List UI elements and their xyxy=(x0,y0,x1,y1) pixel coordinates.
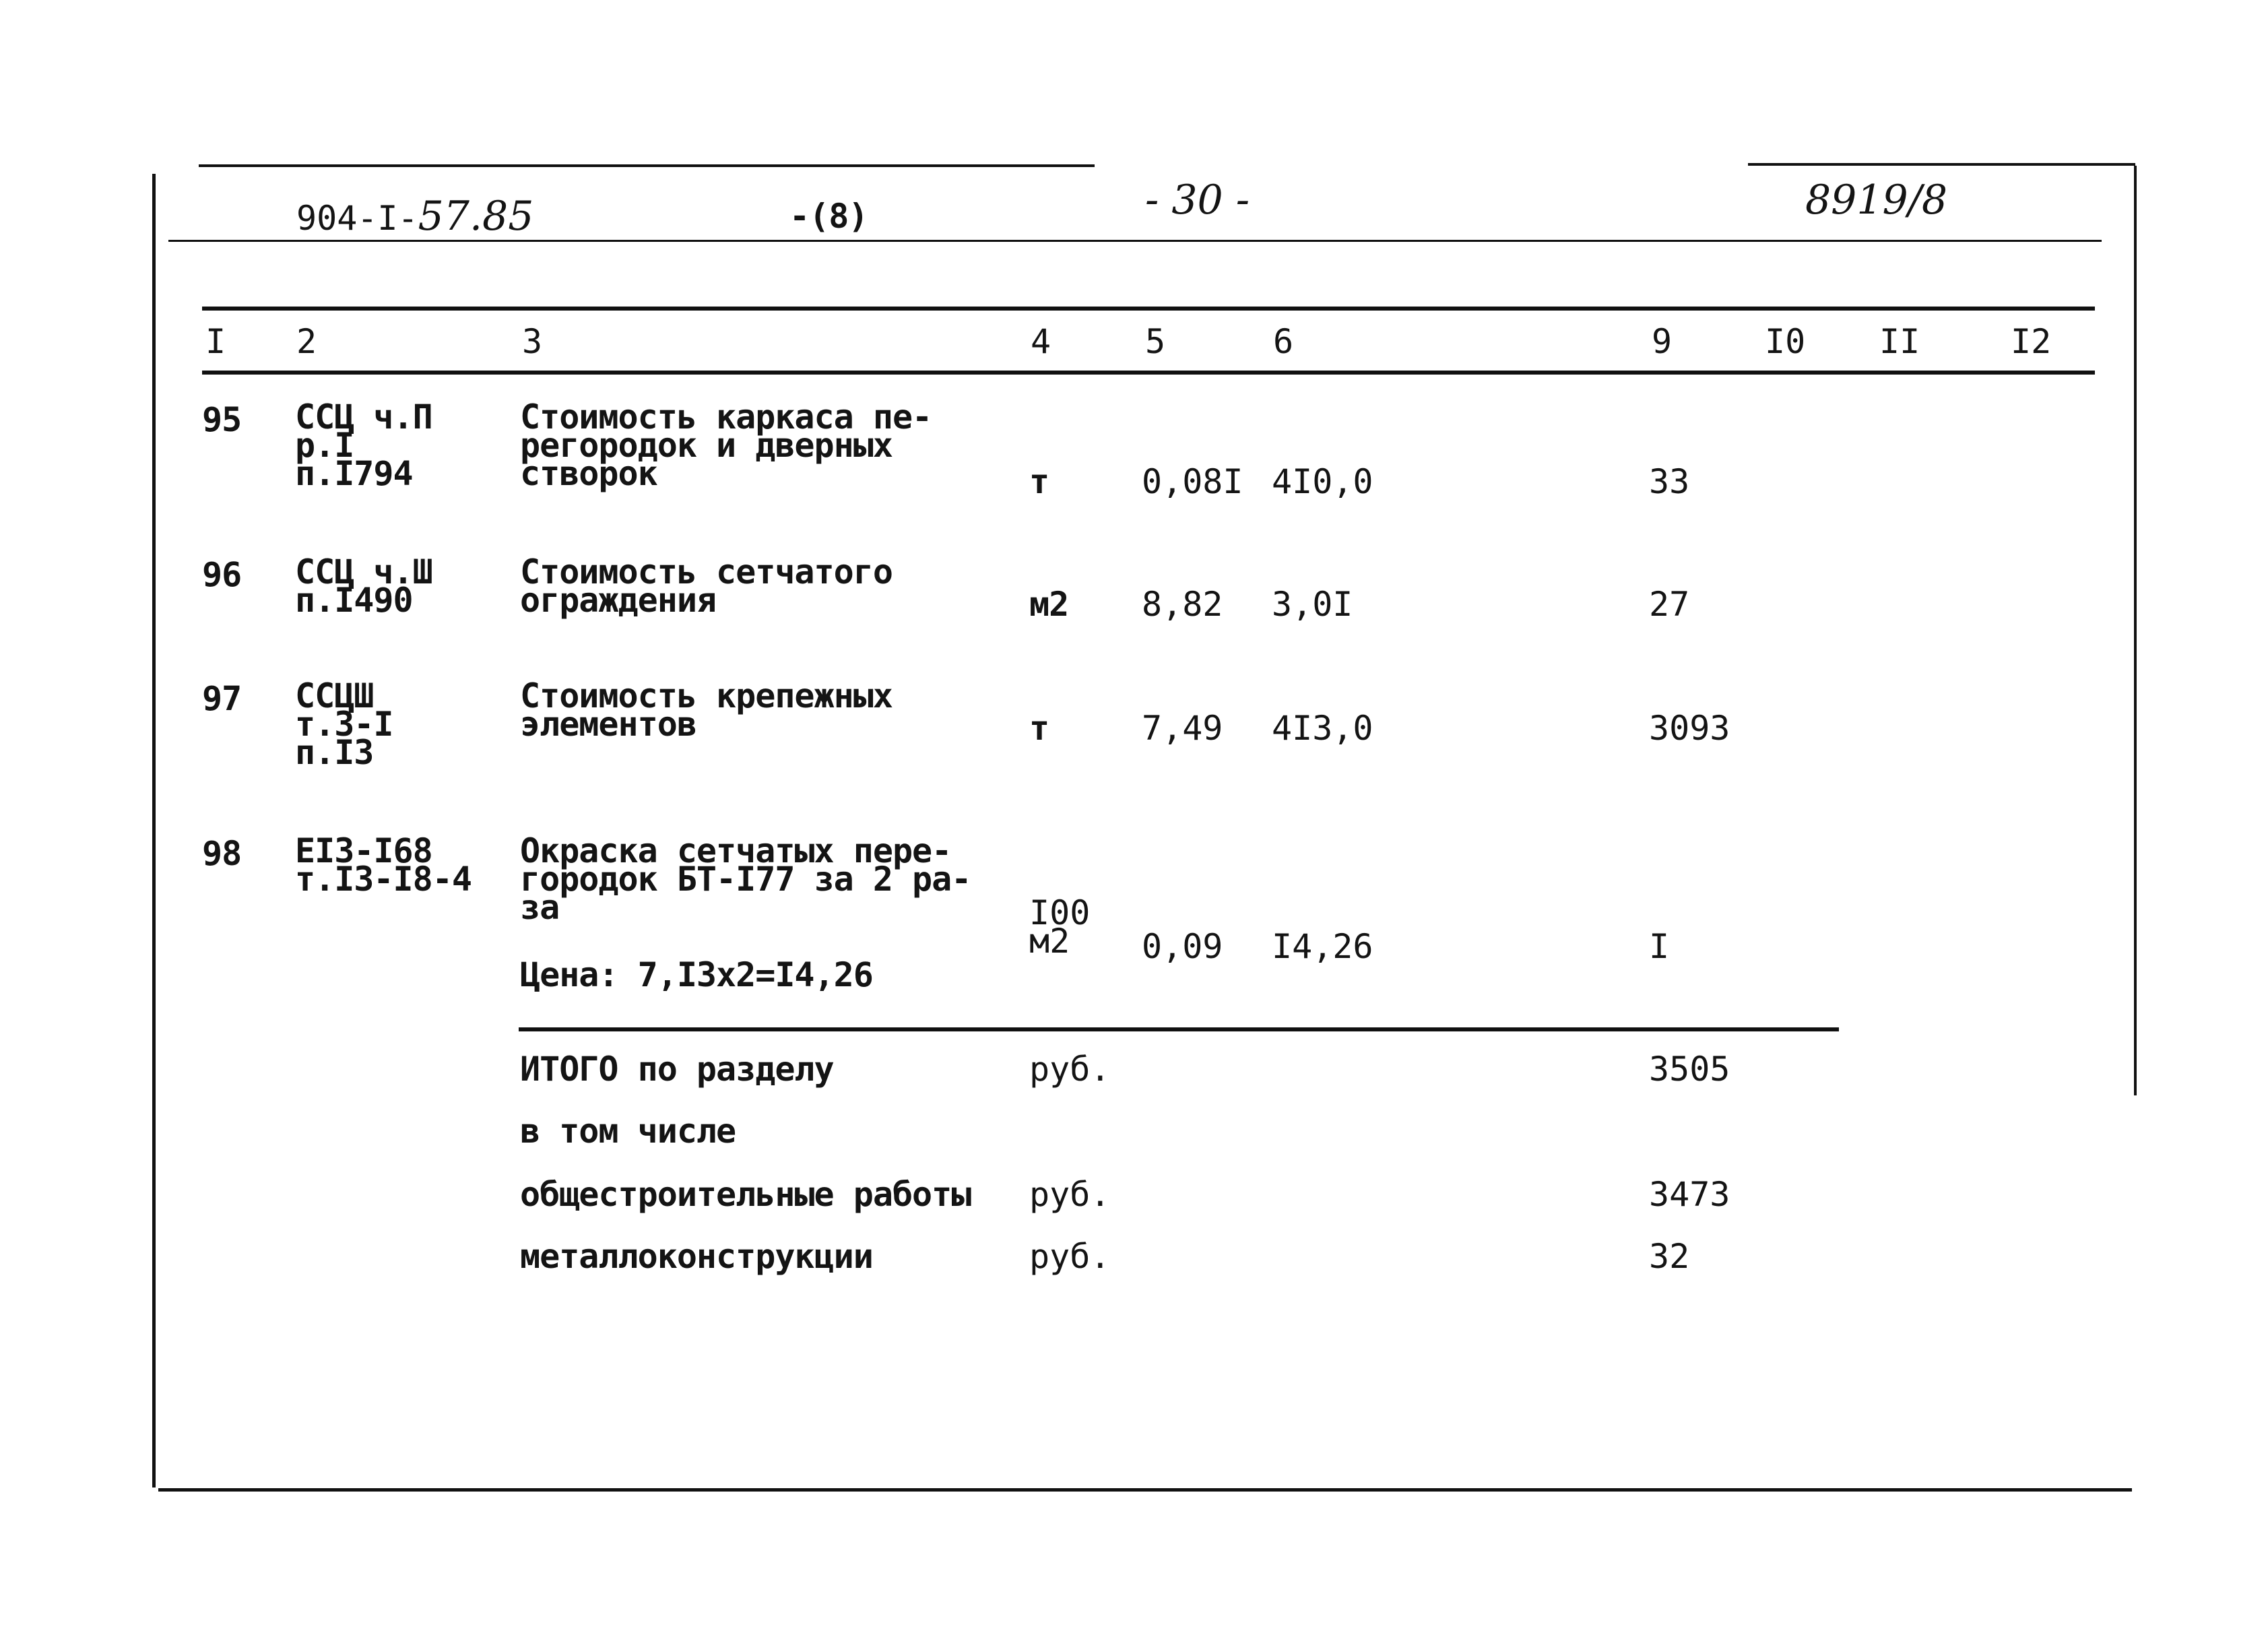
total-cost: 3093 xyxy=(1649,709,1730,748)
item-description: Окраска сетчатых пере- городок БТ-I77 за 2 ра- за xyxy=(520,831,971,927)
summary-value: 3473 xyxy=(1649,1175,1730,1214)
column-header-12: I2 xyxy=(2011,322,2052,361)
summary-unit: руб. xyxy=(1029,1050,1111,1089)
column-header-5: 5 xyxy=(1145,322,1166,361)
column-header-6: 6 xyxy=(1273,322,1294,361)
summary-label: металлоконструкции xyxy=(520,1237,873,1276)
row-number: 97 xyxy=(202,679,242,718)
column-header-10: I0 xyxy=(1765,322,1806,361)
unit: м2 xyxy=(1029,585,1069,624)
summary-label: ИТОГО по разделу xyxy=(520,1050,834,1089)
column-header-3: 3 xyxy=(522,322,543,361)
price-source: ССЦШ т.3-I п.I3 xyxy=(295,676,393,772)
column-header-rule xyxy=(202,371,2095,375)
price-source: ЕI3-I68 т.I3-I8-4 xyxy=(295,831,472,899)
quantity: 0,08I xyxy=(1142,462,1243,501)
summary-unit: руб. xyxy=(1029,1237,1111,1276)
left-frame-border xyxy=(152,174,156,1488)
row-number: 95 xyxy=(202,400,242,439)
summary-unit: руб. xyxy=(1029,1175,1111,1214)
item-description: Стоимость сетчатого ограждения xyxy=(520,552,893,620)
total-cost: 27 xyxy=(1649,585,1690,624)
quantity: 0,09 xyxy=(1142,927,1223,966)
quantity: 7,49 xyxy=(1142,709,1223,748)
unit-price: 4I3,0 xyxy=(1272,709,1373,748)
document-code-handwritten: 57.85 xyxy=(418,193,534,240)
sheet-reference: -(8) xyxy=(789,197,868,236)
unit-price: I4,26 xyxy=(1272,927,1373,966)
table-top-rule xyxy=(202,307,2095,311)
item-description: Стоимость крепежных элементов xyxy=(520,676,893,744)
unit: т xyxy=(1029,709,1049,748)
right-frame-border xyxy=(2134,166,2137,1095)
row-number: 98 xyxy=(202,834,242,873)
inventory-number: 8919/8 xyxy=(1805,177,1948,224)
price-source: ССЦ ч.Ш п.I490 xyxy=(295,552,432,620)
unit: I00 м2 xyxy=(1029,893,1091,961)
summary-label: общестроительные работы xyxy=(520,1175,971,1214)
summary-value: 3505 xyxy=(1649,1050,1730,1089)
unit-price: 3,0I xyxy=(1272,585,1353,624)
column-header-2: 2 xyxy=(296,322,317,361)
total-cost: I xyxy=(1649,927,1670,966)
item-description: Стоимость каркаса пе- регородок и дверных створок xyxy=(520,397,932,493)
summary-label: в том числе xyxy=(520,1112,736,1151)
bottom-frame-rule xyxy=(158,1488,2132,1492)
unit-price: 4I0,0 xyxy=(1272,462,1373,501)
section-total-rule xyxy=(519,1027,1839,1031)
top-frame-rule xyxy=(199,164,1095,167)
price-source: ССЦ ч.П р.I п.I794 xyxy=(295,397,432,493)
column-header-9: 9 xyxy=(1652,322,1673,361)
quantity: 8,82 xyxy=(1142,585,1223,624)
summary-value: 32 xyxy=(1649,1237,1690,1276)
column-header-1: I xyxy=(205,322,226,361)
top-frame-rule-right xyxy=(1748,163,2135,166)
total-cost: 33 xyxy=(1649,462,1690,501)
unit: т xyxy=(1029,462,1049,501)
column-header-11: II xyxy=(1879,322,1920,361)
header-rule xyxy=(168,240,2102,242)
price-note: Цена: 7,I3х2=I4,26 xyxy=(520,955,873,994)
page-number: - 30 - xyxy=(1145,177,1250,224)
document-code xyxy=(296,193,534,240)
row-number: 96 xyxy=(202,555,242,594)
column-header-4: 4 xyxy=(1031,322,1051,361)
document-code-printed: 904-I- xyxy=(296,199,418,238)
